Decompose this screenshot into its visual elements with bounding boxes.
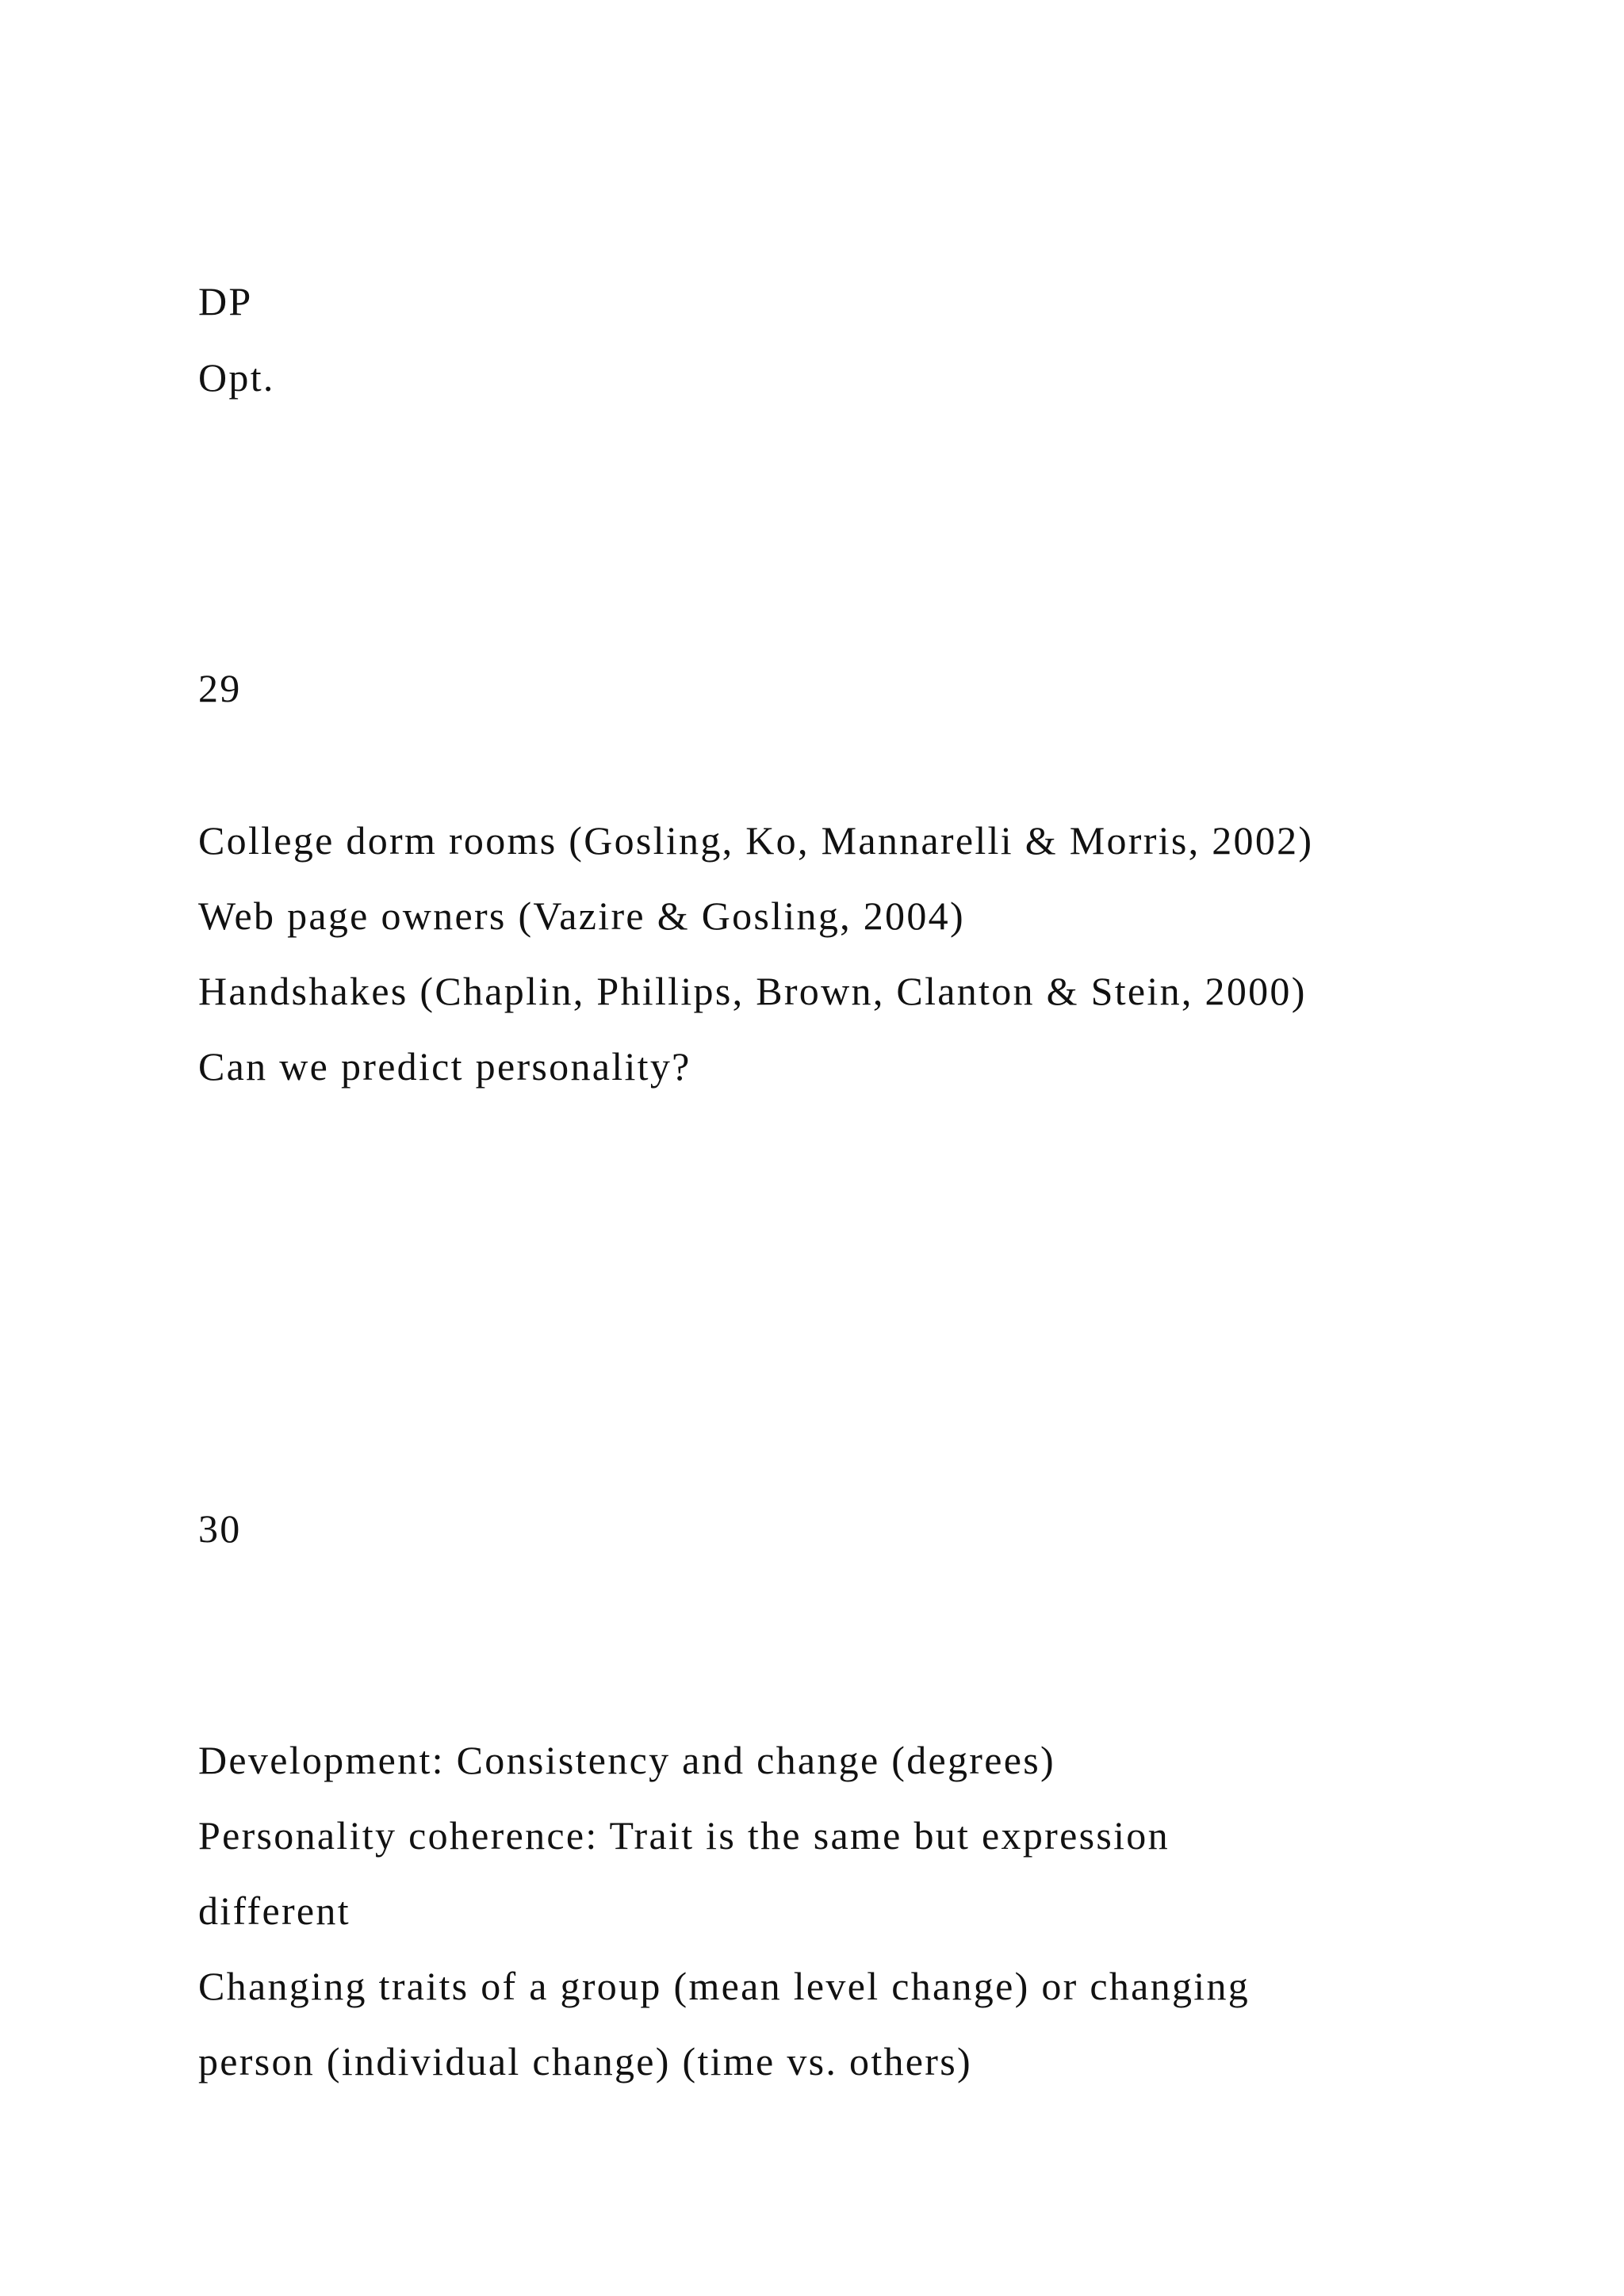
text-line-predict-personality: Can we predict personality?: [198, 1044, 691, 1089]
text-line-handshakes: Handshakes (Chaplin, Phillips, Brown, Clanton & Stein, 2000): [198, 969, 1307, 1013]
header-line-dp: DP: [198, 279, 253, 323]
text-line-personality-coherence: Personality coherence: Trait is the same but expression: [198, 1813, 1170, 1858]
text-line-dorm-rooms: College dorm rooms (Gosling, Ko, Mannarelli & Morris, 2002): [198, 818, 1314, 863]
text-line-individual-change: person (individual change) (time vs. others): [198, 2039, 972, 2084]
page-number-29: 29: [198, 666, 242, 710]
text-line-development: Development: Consistency and change (degrees): [198, 1738, 1055, 1782]
header-line-opt: Opt.: [198, 355, 275, 400]
text-line-changing-traits: Changing traits of a group (mean level change) or changing: [198, 1964, 1251, 2008]
text-line-web-page-owners: Web page owners (Vazire & Gosling, 2004): [198, 894, 965, 938]
page-number-30: 30: [198, 1506, 242, 1551]
text-line-different: different: [198, 1888, 350, 1933]
